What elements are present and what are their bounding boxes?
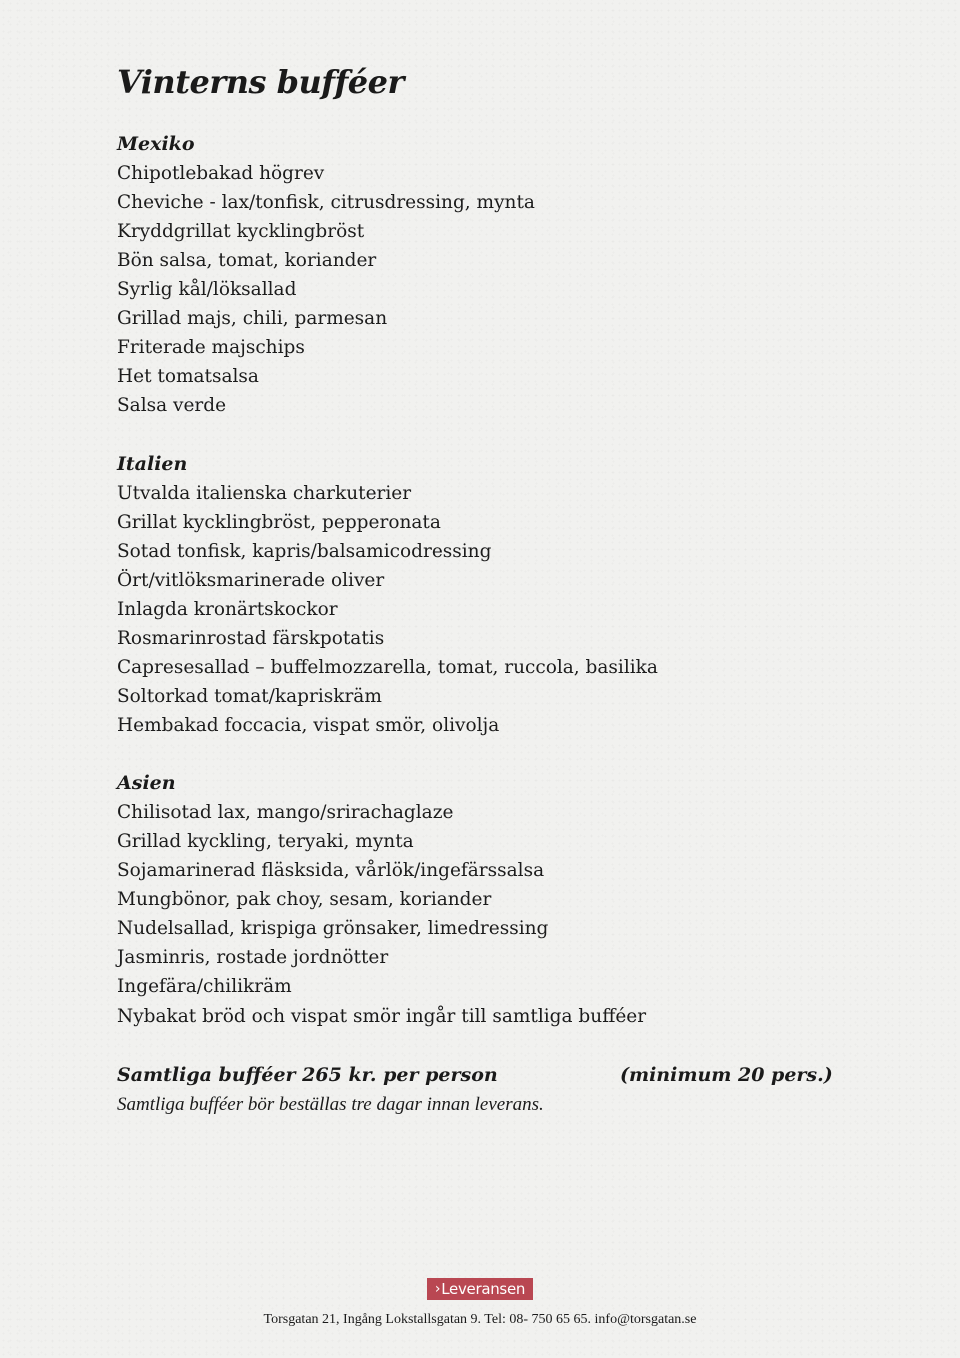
list-item: Grillad majs, chili, parmesan: [117, 308, 388, 329]
list-item: Sojamarinerad fläsksida, vårlök/ingefärssalsa: [117, 860, 545, 881]
list-item: Utvalda italienska charkuterier: [117, 483, 412, 504]
list-item: Grillat kycklingbröst, pepperonata: [117, 512, 441, 533]
footer-contact: Torsgatan 21, Ingång Lokstallsgatan 9. Tel: 08- 750 65 65. info@torsgatan.se: [263, 1312, 697, 1327]
page-title: Vinterns bufféer: [117, 63, 404, 101]
section-italien: [117, 450, 658, 740]
list-item: Ingefära/chilikräm: [117, 976, 292, 997]
leveransen-logo: [427, 1278, 533, 1300]
list-item: Kryddgrillat kycklingbröst: [117, 221, 365, 242]
list-item: Jasminris, rostade jordnötter: [117, 947, 389, 968]
list-item: Capresesallad – buffelmozzarella, tomat, ruccola, basilika: [117, 657, 658, 678]
order-note: Samtliga bufféer bör beställas tre dagar innan leverans.: [117, 1094, 544, 1115]
section-heading: Italien: [117, 453, 188, 475]
menu-list: [117, 798, 548, 1001]
section-mexiko: [117, 130, 535, 420]
list-item: Hembakad foccacia, vispat smör, olivolja: [117, 715, 500, 736]
minimum-line: (minimum 20 pers.): [620, 1064, 833, 1086]
list-item: Chilisotad lax, mango/srirachaglaze: [117, 802, 454, 823]
section-asien: [117, 769, 548, 1001]
section-heading: Mexiko: [117, 133, 195, 155]
logo-text: Leveransen: [441, 1280, 526, 1298]
list-item: Rosmarinrostad färskpotatis: [117, 628, 385, 649]
list-item: Syrlig kål/löksallad: [117, 279, 297, 300]
list-item: Salsa verde: [117, 395, 227, 416]
list-item: Inlagda kronärtskockor: [117, 599, 338, 620]
list-item: Soltorkad tomat/kapriskräm: [117, 686, 382, 707]
list-item: Cheviche - lax/tonfisk, citrusdressing, mynta: [117, 192, 535, 213]
list-item: Grillad kyckling, teryaki, mynta: [117, 831, 414, 852]
list-item: Nudelsallad, krispiga grönsaker, limedressing: [117, 918, 549, 939]
list-item: Bön salsa, tomat, koriander: [117, 250, 377, 271]
price-row: [117, 1061, 847, 1091]
section-heading: Asien: [117, 772, 176, 794]
chevron-right-icon: ›: [434, 1281, 441, 1297]
bread-note: Nybakat bröd och vispat smör ingår till samtliga bufféer: [117, 1006, 647, 1027]
list-item: Friterade majschips: [117, 337, 305, 358]
menu-list: [117, 479, 658, 740]
list-item: Sotad tonfisk, kapris/balsamicodressing: [117, 541, 492, 562]
price-line: Samtliga bufféer 265 kr. per person: [117, 1064, 498, 1086]
list-item: Mungbönor, pak choy, sesam, koriander: [117, 889, 492, 910]
list-item: Ört/vitlöksmarinerade oliver: [117, 570, 385, 591]
menu-list: [117, 159, 535, 420]
list-item: Chipotlebakad högrev: [117, 163, 325, 184]
list-item: Het tomatsalsa: [117, 366, 259, 387]
